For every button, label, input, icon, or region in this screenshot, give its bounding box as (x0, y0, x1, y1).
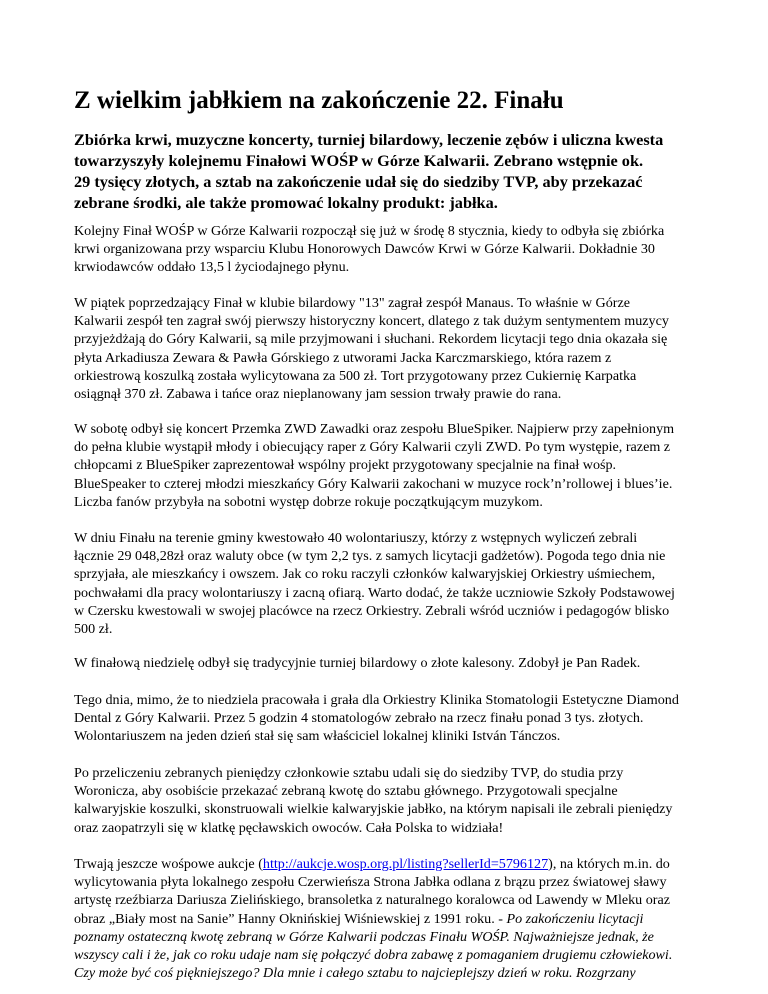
paragraph-tvp-visit (74, 764, 698, 837)
quote-line (74, 964, 698, 982)
quote-line (74, 946, 698, 964)
text-line: chłopcami z BlueSpiker zaprezentował wspólny projekt przygotowany specjalnie na finał wośp. (74, 457, 617, 474)
quote-text: Czy może być coś piękniejszego? Dla mnie i całego sztabu to najcieplejszy dzień w roku. Rozgrzany (74, 965, 636, 982)
text-line: osiągnął 370 zł. Zabawa i tańce oraz nieplanowany jam session trwały prawie do rana. (74, 386, 562, 403)
text-line (74, 910, 698, 928)
text-line: przyjeżdżają do Góry Kalwarii, są mile przyjmowani i słuchani. Rekordem licytacji tego dnia okazała się (74, 331, 668, 348)
text-line: pochwałami dla pracy wolontariuszy i zacną ofiarą. Warto dodać, że także uczniowie Szkoły Podstawowej (74, 584, 675, 601)
text-line: Tego dnia, mimo, że to niedziela pracowała i grała dla Orkiestry Klinika Stomatologii Estetyczne Diamond (74, 692, 679, 708)
text-line: krwiodawców oddało 13,5 l życiodajnego płynu. (74, 259, 350, 276)
text-line: W piątek poprzedzający Finał w klubie bilardowy "13" zagrał zespół Manaus. To właśnie w Górze (74, 295, 630, 311)
text-line: Dental z Góry Kalwarii. Przez 5 godzin 4 stomatologów zebrało na rzecz finału ponad 3 tys. złotych. (74, 710, 644, 727)
text-line: Woronicza, aby osobiście przekazać zebraną kwotę do sztabu głównego. Przygotowali specjalne (74, 783, 618, 800)
text-line: Kolejny Finał WOŚP w Górze Kalwarii rozpoczął się już w środę 8 stycznia, kiedy to odbyła się zbiórka (74, 223, 665, 239)
text-line: do pełna klubie wystąpił młody i obiecujący raper z Góry Kalwarii czyli ZWD. Po tym występie, razem z (74, 439, 671, 456)
lead-line: Zbiórka krwi, muzyczne koncerty, turniej bilardowy, leczenie zębów i uliczna kwesta (74, 130, 664, 149)
article-lead (74, 129, 698, 213)
quote-line (74, 928, 698, 946)
text-segment: Trwają jeszcze wośpowe aukcje ( (74, 856, 263, 872)
text-line: artystę rzeźbiarza Dariusza Zielińskiego, bransoletka z naturalnego koralowca od Lawendy w Mleku oraz (74, 892, 670, 909)
paragraph-saturday-concert (74, 420, 698, 511)
text-line: BlueSpeaker to czterej młodzi mieszkańcy Góry Kalwarii zakochani w muzyce rock’n’rollowej i blues’ie. (74, 475, 673, 492)
quote-text: poznamy ostateczną kwotę zebraną w Górze Kalwarii podczas Finału WOŚP. Najważniejsze jednak, że (74, 928, 654, 945)
text-line: W finałową niedzielę odbył się tradycyjnie turniej bilardowy o złote kalesony. Zdobył je Pan Radek. (74, 655, 641, 671)
lead-line: zebrane środki, ale także promować lokalny produkt: jabłka. (74, 193, 498, 212)
text-line: łącznie 29 048,28zł oraz waluty obce (w tym 2,2 tys. z samych licytacji gadżetów). Pogoda tego dnia nie (74, 548, 666, 565)
text-line: Wolontariuszem na jeden dzień stał się sam właściciel lokalnej kliniki István Tánczos. (74, 728, 561, 745)
quote-text: wszyscy cali i że, jak co roku udaje nam się połączyć dobra zabawę z pomaganiem drugiemu człowiekowi. (74, 947, 673, 964)
paragraph-blood-donation (74, 222, 698, 277)
auction-link[interactable]: http://aukcje.wosp.org.pl/listing?sellerId=5796127 (262, 856, 549, 872)
paragraph-friday-concert (74, 294, 698, 403)
text-line: krwi organizowana przy wsparciu Klubu Honorowych Dawców Krwi w Górze Kalwarii. Dokładnie 30 (74, 241, 655, 258)
paragraph-final-day (74, 529, 698, 638)
text-segment: ), na których m.in. do (548, 856, 670, 872)
text-line: Po przeliczeniu zebranych pieniędzy członkowie sztabu udali się do siedziby TVP, do studia przy (74, 765, 624, 781)
paragraph-auctions (74, 855, 698, 982)
text-line: orkiestrową koszulką została wylicytowana za 500 zł. Tort przygotowany przez Cukiernię Karpatka (74, 367, 637, 384)
text-line: Kalwarii zespół ten zagrał swój pierwszy historyczny koncert, dlatego z tak dużym sentymentem muzycy (74, 313, 669, 330)
text-line: W sobotę odbył się koncert Przemka ZWD Zawadki oraz zespołu BlueSpiker. Najpierw przy zapełnionym (74, 421, 675, 437)
text-line: 500 zł. (74, 621, 113, 638)
page-title: Z wielkim jabłkiem na zakończenie 22. Finału (74, 87, 564, 114)
text-line: sprzyjała, ale mieszkańcy i owszem. Jak co roku raczyli członków kalwaryjskiej Orkiestry uśmiechem, (74, 566, 656, 583)
text-line: oraz zaopatrzyli się w klatkę pęcławskich owoców. Cała Polska to widziała! (74, 819, 504, 836)
text-line: kalwaryjskie koszulki, skonstruowali wielkie kalwaryjskie jabłko, na którym napisali ile zebrali pieniędzy (74, 801, 673, 818)
text-line (74, 855, 698, 873)
paragraph-billiards (74, 654, 698, 672)
text-line: W dniu Finału na terenie gminy kwestowało 40 wolontariuszy, którzy z wstępnych wyliczeń zebrali (74, 530, 638, 546)
text-line: w Czersku kwestowali w swojej placówce na rzecz Orkiestry. Zebrali wśród uczniów i pedagogów blisko (74, 602, 670, 619)
lead-line: 29 tysięcy złotych, a sztab na zakończenie udał się do siedziby TVP, aby przekazać (74, 172, 643, 191)
text-line: płyta Arkadiusza Zewara & Pawła Górskiego z utworami Jacka Karczmarskiego, która razem z (74, 349, 612, 366)
lead-line: towarzyszyły kolejnemu Finałowi WOŚP w Górze Kalwarii. Zebrano wstępnie ok. (74, 151, 644, 170)
text-segment: obraz „Biały most na Sanie” Hanny Oknińskiej Wiśniewskiej z 1991 roku. - (74, 910, 507, 927)
text-line: Liczba fanów przybyła na sobotni występ dobrze rokuje początkującym muzykom. (74, 493, 543, 510)
quote-segment: Po zakończeniu licytacji (506, 910, 644, 927)
paragraph-dental-clinic (74, 691, 698, 746)
text-line: wylicytowania płyta lokalnego zespołu Czerwieńsza Strona Jabłka odlana z brązu przez światowej sławy (74, 874, 667, 891)
